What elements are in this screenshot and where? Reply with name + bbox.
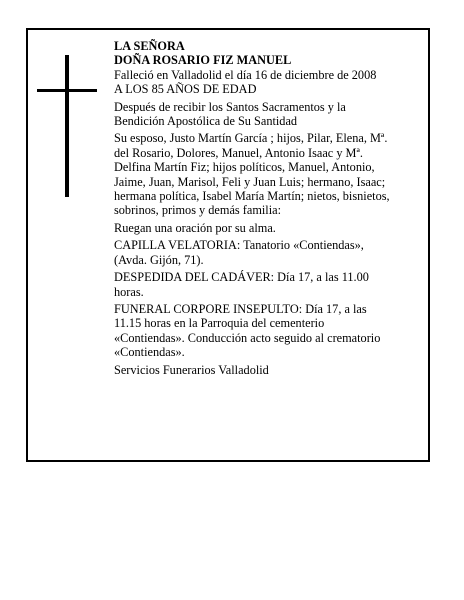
death-date-line: Falleció en Valladolid el día 16 de diciembre de 2008 xyxy=(114,67,377,82)
age-line: A LOS 85 AÑOS DE EDAD xyxy=(114,82,257,97)
farewell-line-2: horas. xyxy=(114,284,144,299)
family-line-1: Su esposo, Justo Martín García ; hijos, Pilar, Elena, Mª. xyxy=(114,131,388,146)
funeral-line-4: «Contiendas». xyxy=(114,345,185,360)
prayer-line: Ruegan una oración por su alma. xyxy=(114,220,276,235)
chapel-line-1: CAPILLA VELATORIA: Tanatorio «Contiendas», xyxy=(114,238,364,253)
family-line-3: Delfina Martín Fiz; hijos políticos, Manuel, Antonio, xyxy=(114,160,375,175)
chapel-line-2: (Avda. Gijón, 71). xyxy=(114,252,204,267)
family-line-6: sobrinos, primos y demás familia: xyxy=(114,203,282,218)
funeral-line-2: 11.15 horas en la Parroquia del cementerio xyxy=(114,316,325,331)
funeral-line-1: FUNERAL CORPORE INSEPULTO: Día 17, a las xyxy=(114,301,367,316)
funeral-service-footer: Servicios Funerarios Valladolid xyxy=(114,362,269,377)
family-line-2: del Rosario, Dolores, Manuel, Antonio Isaac y Mª. xyxy=(114,145,363,160)
cross-icon xyxy=(37,55,97,197)
cross-horizontal-bar xyxy=(37,89,97,92)
funeral-line-3: «Contiendas». Conducción acto seguido al crematorio xyxy=(114,330,381,345)
sacraments-line-1: Después de recibir los Santos Sacramentos y la xyxy=(114,99,346,114)
deceased-name: DOÑA ROSARIO FIZ MANUEL xyxy=(114,53,292,68)
family-line-4: Jaime, Juan, Marisol, Feli y Juan Luis; hermano, Isaac; xyxy=(114,174,386,189)
notice-heading-title: LA SEÑORA xyxy=(114,39,185,53)
cross-vertical-bar xyxy=(65,55,69,197)
family-line-5: hermana política, Isabel María Martín; nietos, bisnietos, xyxy=(114,189,390,204)
farewell-line-1: DESPEDIDA DEL CADÁVER: Día 17, a las 11.00 xyxy=(114,270,369,285)
sacraments-line-2: Bendición Apostólica de Su Santidad xyxy=(114,114,298,129)
obituary-text xyxy=(114,39,420,377)
